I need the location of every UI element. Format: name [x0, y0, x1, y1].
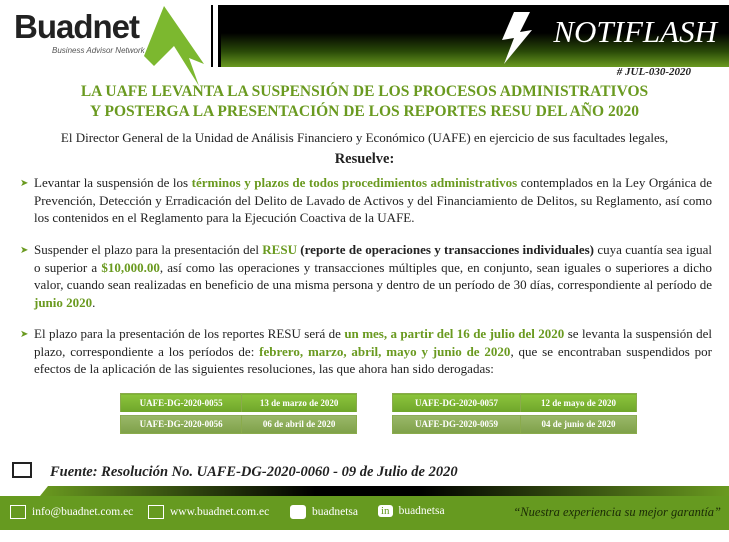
bulletin-code: # JUL-030-2020: [616, 66, 691, 78]
book-icon: [12, 462, 32, 478]
table-row: UAFE-DG-2020-0056 06 de abril de 2020: [121, 414, 357, 434]
bullet-icon: ➤: [20, 329, 29, 340]
intro-text: El Director General de la Unidad de Análisis Financiero y Económico (UAFE) en ejercicio de sus facultades legales,: [60, 130, 669, 145]
headline: [0, 82, 729, 122]
headline-line: LA UAFE LEVANTA LA SUSPENSIÓN DE LOS PROCESOS ADMINISTRATIVOS: [80, 83, 649, 100]
slogan: “Nuestra experiencia su mejor garantía”: [513, 505, 721, 519]
computer-icon: [148, 505, 164, 519]
camera-icon: [290, 505, 306, 519]
resuelve-heading: Resuelve:: [334, 151, 395, 167]
lightning-icon: [500, 12, 534, 64]
table-row: UAFE-DG-2020-0059 04 de junio de 2020: [393, 414, 637, 434]
logo: Buadnet: [14, 8, 139, 45]
headline-line: Y POSTERGA LA PRESENTACIÓN DE LOS REPORTES RESU DEL AÑO 2020: [90, 103, 639, 120]
table-row: UAFE-DG-2020-0057 12 de mayo de 2020: [393, 394, 637, 414]
mail-icon: [10, 505, 26, 519]
bullet-icon: ➤: [20, 178, 29, 189]
linkedin-link[interactable]: buadnetsa: [398, 505, 445, 517]
source-text: Fuente: Resolución No. UAFE-DG-2020-0060 - 09 de Julio de 2020: [50, 464, 458, 480]
resolutions-table-left: [120, 393, 357, 434]
bullet-3: ➤ El plazo para la presentación de los reportes RESU será de un mes, a partir del 16 de julio del 2020 se levanta la suspensión del plazo, correspondiente a los períodos de: febrero, marzo, abril, mayo y junio de 2020, que se encontraban suspendidos por efectos de la aplicación de las siguientes resoluciones, las que ahora han sido derogadas:: [20, 326, 713, 376]
footer-stripe: [40, 486, 729, 496]
linkedin-icon: in: [378, 505, 393, 517]
bullet-2: ➤ Suspender el plazo para la presentación del RESU (reporte de operaciones y transacciones individuales) cuya cuantía sea igual o superior a $10,000.00, así como las operaciones y transacciones múltiples que, en conjunto, sean iguales o superiores a dicho valor, cuando sean realizadas en beneficio de una misma persona y dentro de un período de 30 días, correspondiente al período de junio 2020.: [20, 242, 712, 310]
table-row: UAFE-DG-2020-0055 13 de marzo de 2020: [121, 394, 357, 414]
logo-subtitle: Business Advisor Network: [52, 46, 145, 55]
brand-title: NOTIFLASH: [553, 14, 717, 49]
resolutions-table-right: [392, 393, 637, 434]
footer: [0, 496, 729, 530]
instagram-link[interactable]: buadnetsa: [312, 506, 358, 518]
email-link[interactable]: info@buadnet.com.ec: [32, 506, 134, 518]
website-link[interactable]: www.buadnet.com.ec: [170, 506, 270, 518]
bullet-icon: ➤: [20, 245, 29, 256]
bullet-1: ➤ Levantar la suspensión de los términos y plazos de todos procedimientos administrativos contemplados en la Ley Orgánica de Prevención, Detección y Erradicación del Delito de Lavado de Activos y del Financiamiento de Delitos, su Reglamento, así como los contenidos en el Reglamento para la Ejecución Coactiva de la UAFE.: [20, 175, 713, 225]
